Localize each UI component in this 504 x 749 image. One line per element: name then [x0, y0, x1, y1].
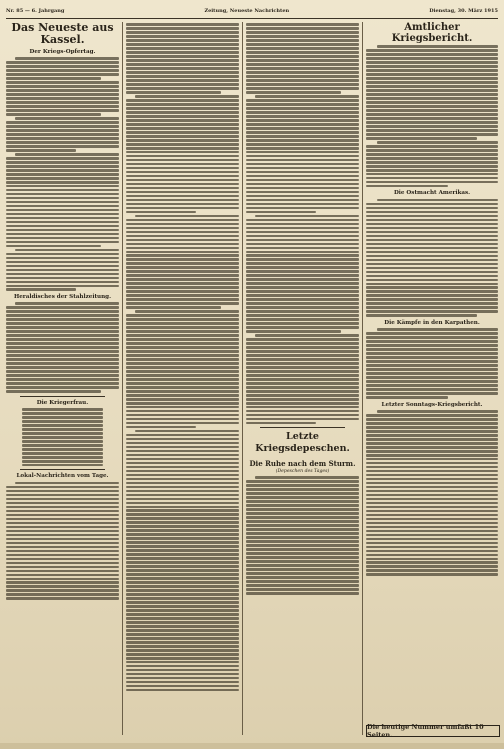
article-text — [6, 482, 119, 600]
column-4 — [364, 22, 500, 739]
column-rule — [362, 22, 363, 735]
issue-date: Dienstag, 30. März 1915 — [429, 8, 498, 14]
subhead-kriegerfrau: Die Kriegerfrau. — [36, 399, 89, 406]
separator — [20, 469, 106, 470]
article-text — [246, 23, 359, 424]
column-2 — [124, 22, 241, 739]
poem — [6, 408, 119, 466]
subhead-sonntags: Letzter Sonntags-Kriegsbericht. — [381, 401, 483, 408]
article-text — [6, 57, 119, 291]
page-edge — [0, 743, 504, 749]
column-3 — [244, 22, 361, 739]
subhead-lokal: Lokal-Nachrichten vom Tage. — [16, 473, 109, 480]
subhead-ostmacht: Die Ostmacht Amerikas. — [393, 190, 471, 197]
article-text — [366, 410, 498, 576]
separator — [20, 396, 106, 397]
subhead-stahlzeitung: Heraldisches der Stahlzeitung. — [13, 294, 112, 301]
subhead-ruhe: Die Ruhe nach dem Sturm. — [249, 459, 356, 469]
headline-amtlicher: Amtlicher Kriegsbericht. — [391, 22, 473, 44]
masthead — [6, 4, 498, 19]
dateline: (Depeschen des Tages) — [275, 469, 330, 475]
subhead-opfertag: Der Kriegs-Opfertag. — [29, 49, 96, 55]
article-text — [366, 45, 498, 187]
subhead-karpathen: Die Kämpfe in den Karpathen. — [384, 319, 480, 326]
column-1 — [4, 22, 121, 739]
separator — [260, 427, 346, 428]
article-text — [246, 476, 359, 594]
article-text — [366, 199, 498, 317]
issue-number: Nr. 85 — 6. Jahrgang — [6, 8, 65, 14]
column-rule — [122, 22, 123, 735]
page-count-notice: Die heutige Nummer umfaßt 10 Seiten. — [366, 725, 500, 737]
article-text — [366, 328, 498, 398]
newspaper-title: Zeitung, Neueste Nachrichten — [204, 8, 290, 14]
headline-letzte: Letzte Kriegsdepeschen. — [255, 431, 350, 455]
column-rule — [242, 22, 243, 735]
article-text — [6, 302, 119, 392]
article-text — [126, 23, 239, 691]
headline-kassel: Das Neueste aus Kassel. — [11, 22, 114, 46]
